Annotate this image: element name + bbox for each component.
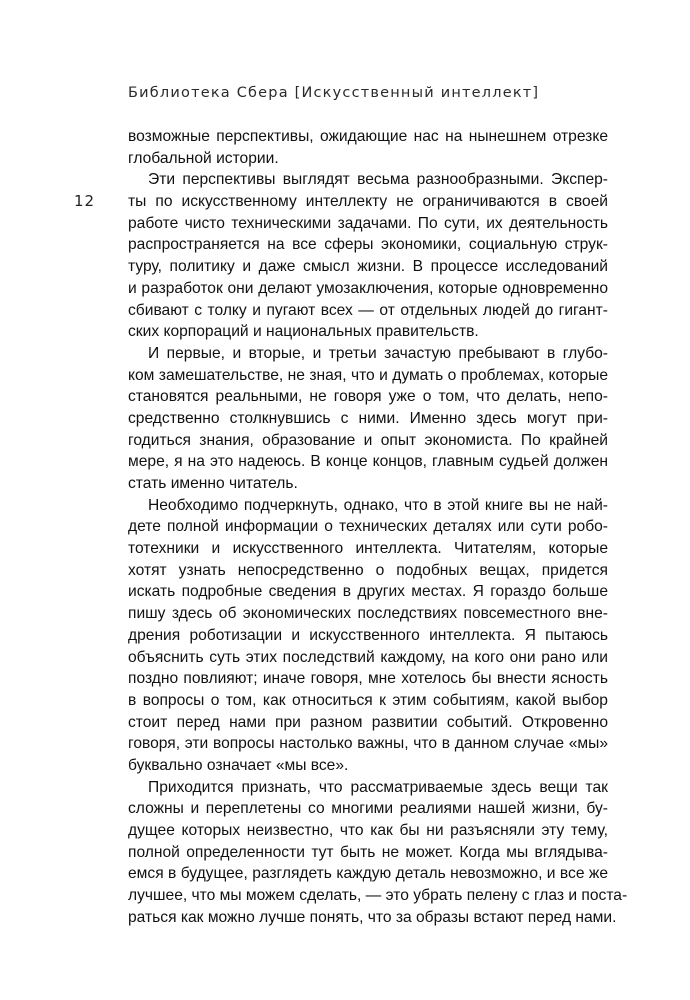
text-line: говоря, эти вопросы настолько важны, что в данном случае «мы» xyxy=(128,735,608,753)
text-line: становятся реальными, не говоря уже о том, что делать, непо- xyxy=(128,388,608,406)
text-line: поздно повлияют; иначе говоря, мне хотелось бы внести ясность xyxy=(128,670,608,688)
text-line: ком замешательстве, не зная, что и думать о проблемах, которые xyxy=(128,366,608,384)
text-line: полной определенности тут быть не может. Когда мы вглядыва- xyxy=(128,843,608,861)
text-line: мере, я на это надеюсь. В конце концов, главным судьей должен xyxy=(128,453,608,471)
running-head: Библиотека Сбера [Искусственный интеллект] xyxy=(128,85,540,101)
text-line: годиться знания, образование и опыт экономиста. По крайней xyxy=(128,431,608,449)
text-line: в вопросы о том, как относиться к этим событиям, какой выбор xyxy=(128,691,608,709)
text-line: работе чисто техническими задачами. По сути, их деятельность xyxy=(128,214,608,232)
text-line: стать именно читатель. xyxy=(128,475,298,492)
text-line: туру, политику и даже смысл жизни. В процессе исследований xyxy=(128,258,608,276)
text-line: возможные перспективы, ожидающие нас на нынешнем отрезке xyxy=(128,128,608,145)
text-line: раться как можно лучше понять, что за образы встают перед нами. xyxy=(128,908,617,926)
text-line: искать подробные сведения в других местах. Я гораздо больше xyxy=(128,583,608,601)
page-number: 12 xyxy=(74,192,96,210)
paragraph-first-line: Эти перспективы выглядят весьма разнообразными. Экспер- xyxy=(148,171,608,189)
text-line: сложны и переплетены со многими реалиями нашей жизни, бу- xyxy=(128,800,608,818)
text-line: дрения роботизации и искусственного интеллекта. Я пытаюсь xyxy=(128,626,608,644)
body-text xyxy=(128,126,628,928)
text-line: дущее которых неизвестно, что как бы ни разъясняли эту тему, xyxy=(128,822,608,839)
text-line: лучшее, что мы можем сделать, — это убрать пелену с глаз и поста- xyxy=(128,887,628,905)
text-line: и разработок они делают умозаключения, которые одновременно xyxy=(128,279,608,297)
text-line: хотят узнать непосредственно о подобных вещах, придется xyxy=(128,561,608,579)
text-line: средственно столкнувшись с ними. Именно здесь могут при- xyxy=(128,409,608,427)
text-line: емся в будущее, разглядеть каждую деталь невозможно, и все же xyxy=(128,865,608,883)
text-line: сбивают с толку и пугают всех — от отдельных людей до гигант- xyxy=(128,301,608,319)
text-line: пишу здесь об экономических последствиях повсеместного вне- xyxy=(128,605,608,623)
text-line: распространяется на все сферы экономики, социальную струк- xyxy=(128,236,608,254)
text-line: буквально означает «мы все». xyxy=(128,756,349,774)
text-line: стоит перед нами при разном развитии событий. Откровенно xyxy=(128,713,608,731)
text-line: дете полной информации о технических деталях или сути робо- xyxy=(128,518,608,536)
text-line: ты по искусственному интеллекту не ограничиваются в своей xyxy=(128,193,608,211)
text-line: объяснить суть этих последствий каждому, на кого они рано или xyxy=(128,648,608,666)
paragraph-first-line: Приходится признать, что рассматриваемые здесь вещи так xyxy=(148,778,608,796)
text-line: ских корпораций и национальных правительств. xyxy=(128,323,479,341)
paragraph-first-line: И первые, и вторые, и третьи зачастую пребывают в глубо- xyxy=(148,344,608,362)
text-line: тотехники и искусственного интеллекта. Читателям, которые xyxy=(128,540,608,558)
paragraph-first-line: Необходимо подчеркнуть, однако, что в этой книге вы не най- xyxy=(148,496,608,514)
text-line: глобальной истории. xyxy=(128,149,279,167)
